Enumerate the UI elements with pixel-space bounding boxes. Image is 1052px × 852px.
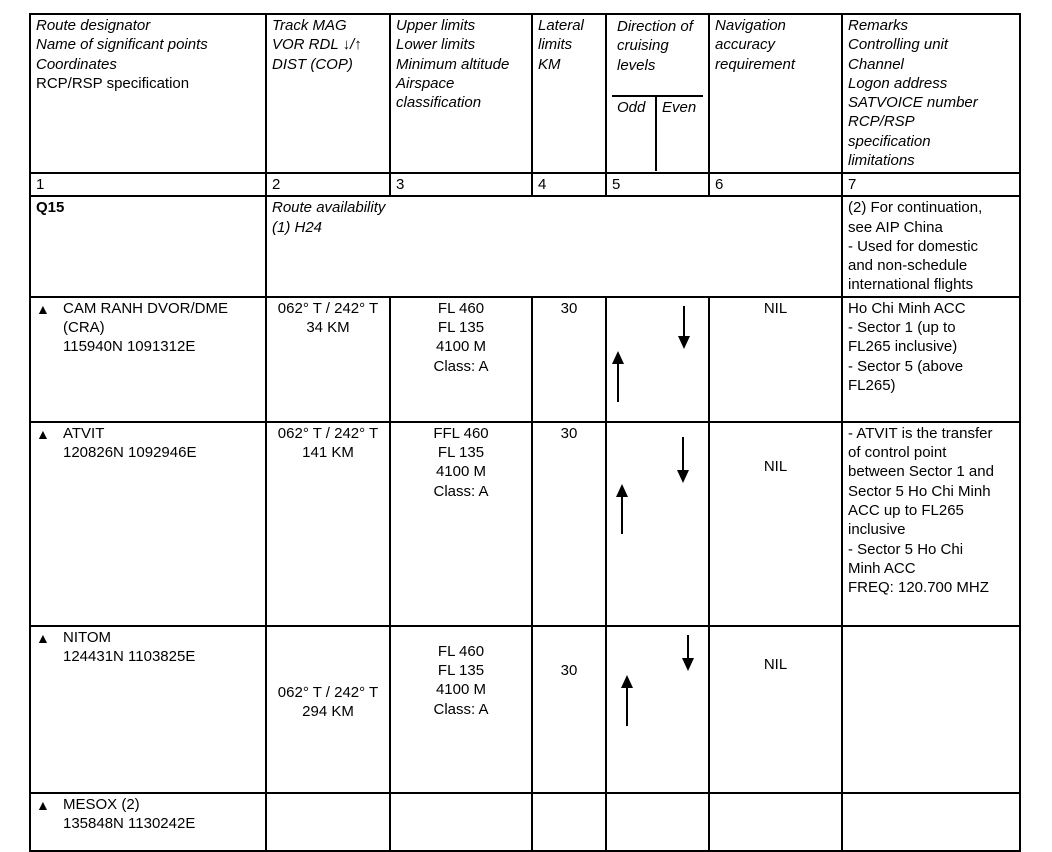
header-direction-cruising-levels bbox=[606, 14, 709, 173]
limits-cell: FL 460 FL 135 4100 M Class: A bbox=[390, 626, 532, 793]
limits-cell: FL 460 FL 135 4100 M Class: A bbox=[390, 297, 532, 422]
triangle-icon: ▲ bbox=[36, 629, 50, 646]
point-coordinates: 124431N 1103825E bbox=[63, 648, 196, 666]
track-cell: 062° T / 242° T 294 KM bbox=[266, 626, 390, 793]
column-number: 6 bbox=[709, 173, 842, 196]
direction-cell bbox=[606, 422, 709, 626]
navigation-accuracy-cell: NIL bbox=[709, 297, 842, 422]
up-arrow-icon bbox=[621, 675, 633, 726]
point-name: MESOX (2) bbox=[63, 795, 140, 813]
track-cell: 062° T / 242° T 34 KM bbox=[266, 297, 390, 422]
down-arrow-icon bbox=[677, 437, 689, 483]
point-cell bbox=[30, 422, 266, 626]
point-name: NITOM bbox=[63, 628, 112, 646]
column-number-row bbox=[30, 173, 1020, 196]
lateral-limits-cell: 30 bbox=[532, 626, 606, 793]
navigation-accuracy-cell bbox=[709, 793, 842, 851]
direction-cell bbox=[606, 297, 709, 422]
header-track-mag: Track MAG VOR RDL ↓/↑ DIST (COP) bbox=[266, 14, 390, 173]
column-number: 1 bbox=[30, 173, 266, 196]
up-arrow-icon bbox=[616, 484, 628, 534]
navigation-accuracy-cell: NIL bbox=[709, 626, 842, 793]
header-odd: Odd bbox=[612, 97, 657, 171]
header-even: Even bbox=[662, 99, 697, 116]
remarks-cell: - ATVIT is the transfer of control point between Sector 1 and Sector 5 Ho Chi Minh ACC up to FL265 inclusive - Sector 5 Ho Chi Minh ACC FREQ: 120.700 MHZ bbox=[842, 422, 1020, 626]
lateral-limits-cell bbox=[532, 793, 606, 851]
route-availability: Route availability (1) H24 bbox=[266, 196, 842, 296]
down-arrow-icon bbox=[682, 635, 694, 671]
remarks-cell: Ho Chi Minh ACC - Sector 1 (up to FL265 inclusive) - Sector 5 (above FL265) bbox=[842, 297, 1020, 422]
header-lateral-limits: Lateral limits KM bbox=[532, 14, 606, 173]
column-number: 7 bbox=[842, 173, 1020, 196]
lateral-limits-cell: 30 bbox=[532, 422, 606, 626]
table-row bbox=[30, 793, 1020, 851]
point-name: ATVIT bbox=[63, 424, 105, 442]
header-route-designator-text: Route designator Name of significant points Coordinates bbox=[36, 17, 208, 73]
point-name: CAM RANH DVOR/DME (CRA) bbox=[63, 299, 229, 337]
point-coordinates: 120826N 1092946E bbox=[63, 444, 197, 462]
limits-cell: FFL 460 FL 135 4100 M Class: A bbox=[390, 422, 532, 626]
header-direction-title: Direction of cruising levels bbox=[617, 18, 693, 74]
track-cell: 062° T / 242° T 141 KM bbox=[266, 422, 390, 626]
remarks-cell bbox=[842, 793, 1020, 851]
lateral-limits-cell: 30 bbox=[532, 297, 606, 422]
direction-cell bbox=[606, 793, 709, 851]
header-row bbox=[30, 14, 1020, 173]
table-row bbox=[30, 422, 1020, 626]
header-navigation-accuracy: Navigation accuracy requirement bbox=[709, 14, 842, 173]
track-cell bbox=[266, 793, 390, 851]
column-number: 3 bbox=[390, 173, 532, 196]
direction-arrows bbox=[607, 298, 710, 406]
column-number: 4 bbox=[532, 173, 606, 196]
point-cell bbox=[30, 793, 266, 851]
route-remarks: (2) For continuation, see AIP China - Used for domestic and non-schedule international flights bbox=[842, 196, 1020, 296]
enroute-table bbox=[29, 13, 1021, 852]
triangle-icon: ▲ bbox=[36, 425, 50, 442]
route-designator: Q15 bbox=[30, 196, 266, 296]
direction-arrows bbox=[607, 423, 710, 590]
triangle-icon: ▲ bbox=[36, 796, 50, 813]
header-rcp-rsp-text: RCP/RSP specification bbox=[36, 74, 190, 92]
point-cell bbox=[30, 297, 266, 422]
header-limits: Upper limits Lower limits Minimum altitude Airspace classification bbox=[390, 14, 532, 173]
column-number: 2 bbox=[266, 173, 390, 196]
route-designator-row bbox=[30, 196, 1020, 296]
triangle-icon: ▲ bbox=[36, 300, 50, 317]
point-coordinates: 135848N 1130242E bbox=[63, 815, 196, 833]
column-number: 5 bbox=[606, 173, 709, 196]
down-arrow-icon bbox=[678, 306, 690, 349]
navigation-accuracy-cell: NIL bbox=[709, 422, 842, 626]
point-coordinates: 115940N 1091312E bbox=[63, 338, 196, 356]
limits-cell bbox=[390, 793, 532, 851]
up-arrow-icon bbox=[612, 351, 624, 402]
direction-arrows bbox=[607, 627, 710, 735]
table-row bbox=[30, 297, 1020, 422]
header-route-designator bbox=[30, 14, 266, 173]
header-remarks: Remarks Controlling unit Channel Logon address SATVOICE number RCP/RSP specification limitations bbox=[842, 14, 1020, 173]
